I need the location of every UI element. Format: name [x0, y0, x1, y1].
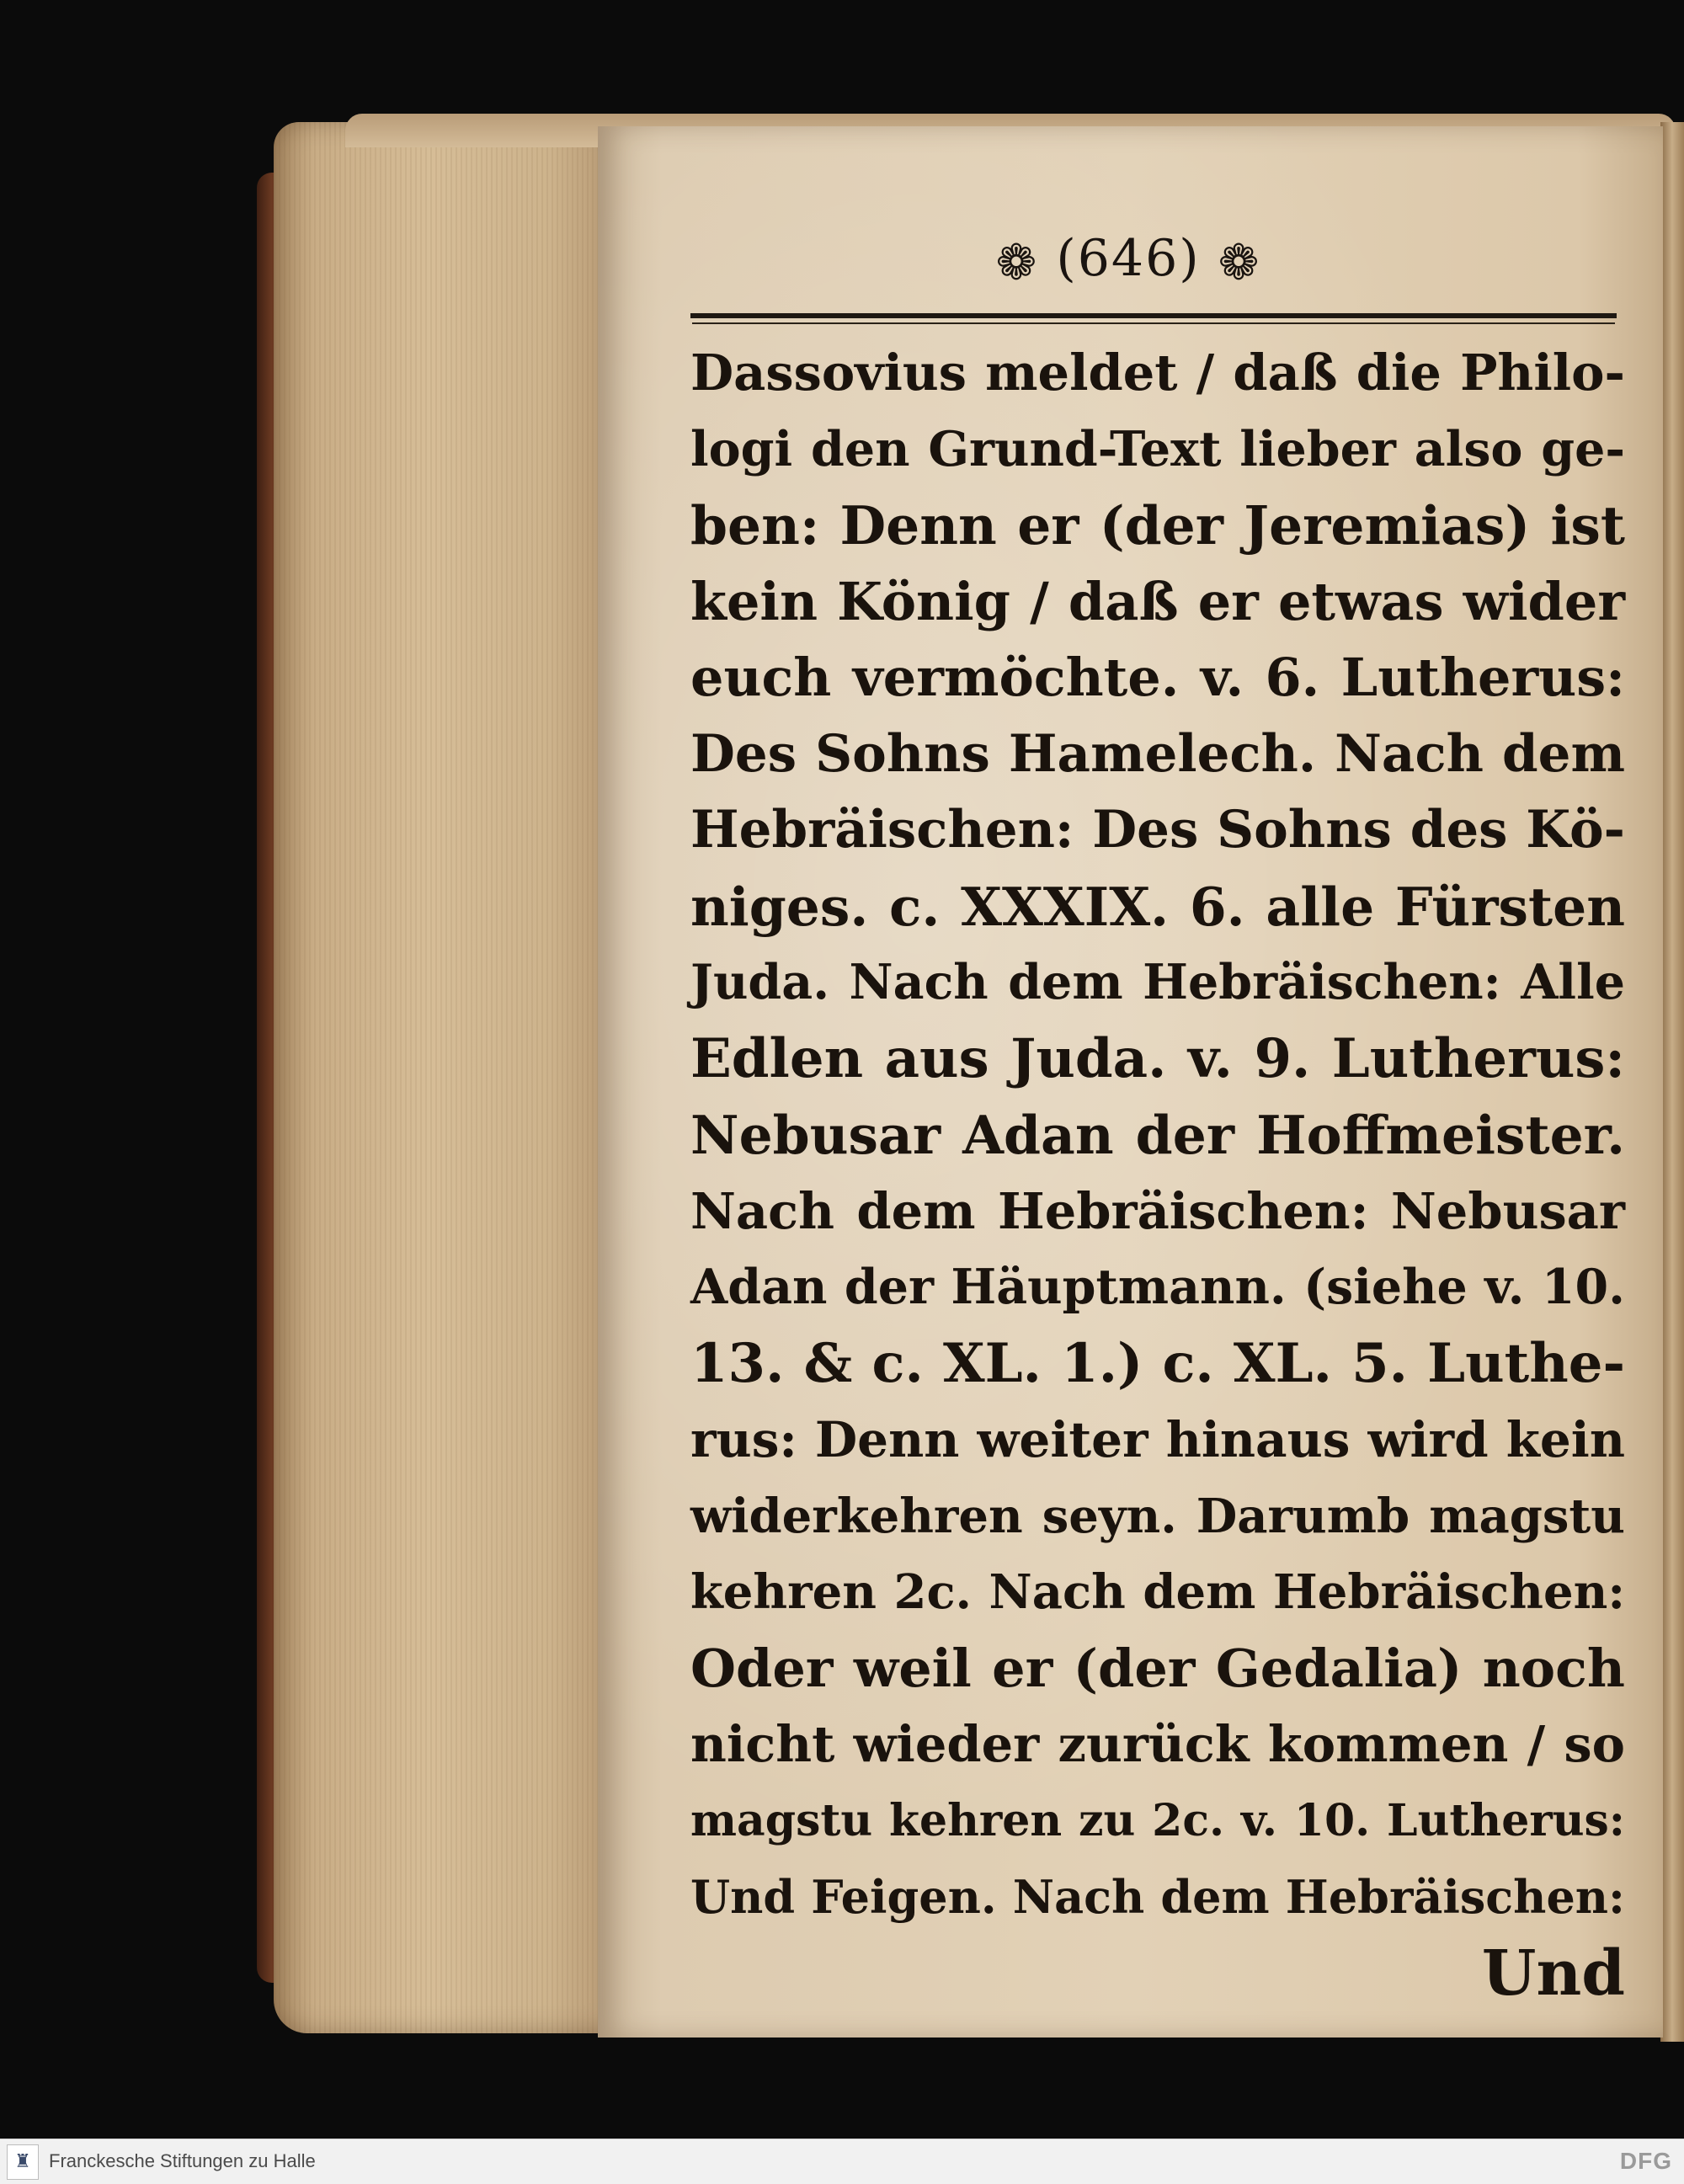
page-text: [690, 335, 1625, 2011]
header-rule: [690, 313, 1617, 318]
catchword: Und: [1481, 1936, 1625, 2010]
text-line: Hebräischen: Des Sohns des Kö-: [690, 800, 1625, 860]
text-line: magstu kehren zu 2c. v. 10. Lutherus:: [690, 1794, 1625, 1846]
text-line: niges. c. XXXIX. 6. alle Fürsten: [690, 875, 1625, 938]
text-line: logi den Grund-Text lieber also ge-: [690, 420, 1625, 477]
text-line: Nach dem Hebräischen: Nebusar: [690, 1181, 1625, 1240]
text-line: Und Feigen. Nach dem Hebräischen:: [690, 1870, 1625, 1924]
text-line: Adan der Häuptmann. (siehe v. 10.: [690, 1259, 1625, 1315]
viewer-footer: [0, 2139, 1684, 2184]
text-line: Dassovius meldet / daß die Philo-: [690, 344, 1625, 402]
facing-page-edge: [1660, 122, 1684, 2042]
text-line: Oder weil er (der Gedalia) noch: [690, 1637, 1625, 1699]
text-line: ben: Denn er (der Jeremias) ist: [690, 494, 1625, 557]
book-page: [598, 126, 1663, 2038]
institution-name[interactable]: Franckesche Stiftungen zu Halle: [49, 2150, 316, 2171]
text-line: nicht wieder zurück kommen / so: [690, 1715, 1625, 1773]
ornament-right-icon: ❁: [1218, 233, 1261, 291]
text-line: widerkehren seyn. Darumb magstu: [690, 1488, 1625, 1544]
text-line: rus: Denn weiter hinaus wird kein: [690, 1411, 1625, 1468]
dfg-logo[interactable]: DFG: [1619, 2148, 1672, 2174]
text-line: euch vermöchte. v. 6. Lutherus:: [690, 647, 1625, 708]
page-edges: [274, 122, 619, 2033]
text-line: Nebusar Adan der Hoffmeister.: [690, 1104, 1625, 1166]
page-header: [867, 229, 1389, 290]
institution-logo-icon[interactable]: ♜: [7, 2144, 39, 2180]
text-line: kehren 2c. Nach dem Hebräischen:: [690, 1564, 1625, 1620]
ornament-left-icon: ❁: [995, 233, 1039, 291]
text-line: Juda. Nach dem Hebräischen: Alle: [690, 954, 1625, 1010]
text-line: 13. & c. XL. 1.) c. XL. 5. Luthe-: [690, 1331, 1625, 1395]
book: [253, 105, 1684, 2042]
page-number: (646): [1056, 229, 1201, 288]
text-line: Edlen aus Juda. v. 9. Lutherus:: [690, 1026, 1625, 1090]
text-line: Des Sohns Hamelech. Nach dem: [690, 723, 1625, 784]
text-line: kein König / daß er etwas wider: [690, 570, 1625, 632]
